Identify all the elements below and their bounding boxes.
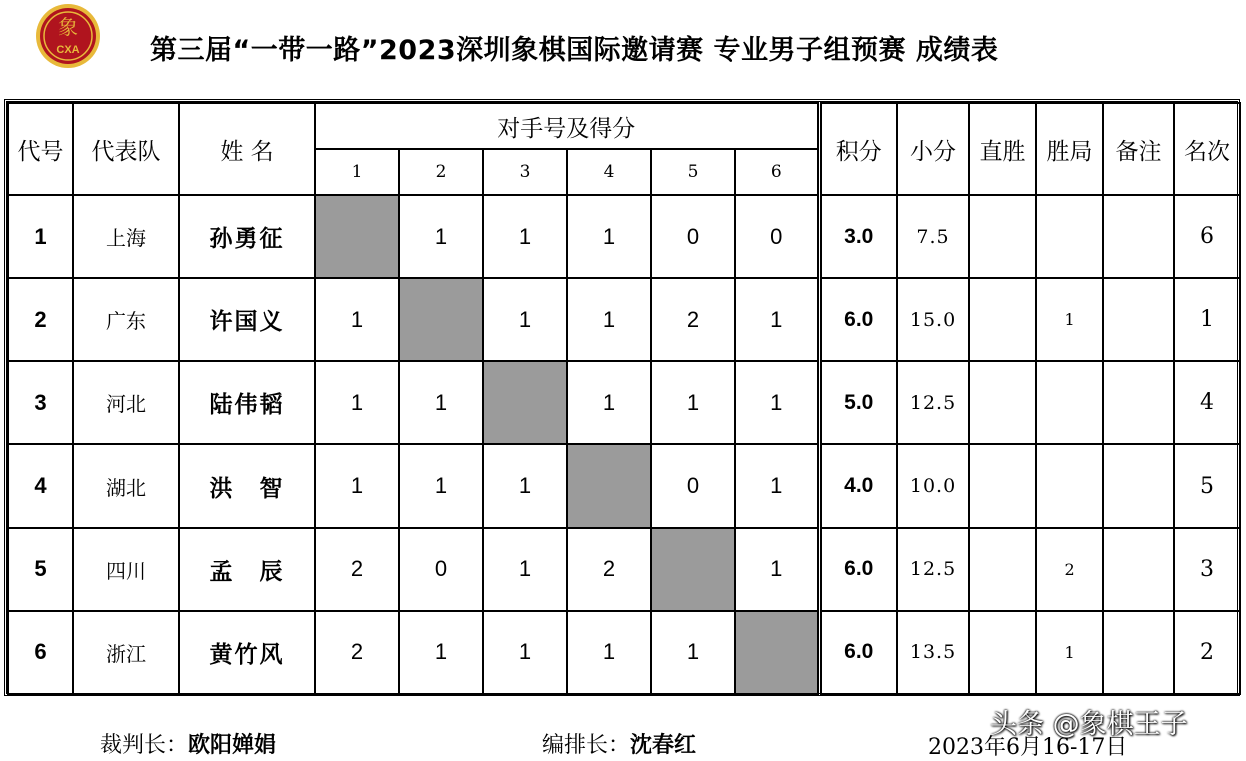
score-cell: 1 xyxy=(651,361,735,444)
score-cell: 1 xyxy=(483,611,567,694)
self-cell xyxy=(399,278,483,361)
self-cell xyxy=(315,195,399,278)
score-cell: 1 xyxy=(567,611,651,694)
player-code: 4 xyxy=(8,444,73,527)
referee-name: 欧阳婵娟 xyxy=(188,733,277,758)
table-row xyxy=(8,528,1240,611)
header-small-points: 小分 xyxy=(897,103,969,195)
header-rank: 名次 xyxy=(1174,103,1240,195)
player-code: 1 xyxy=(8,195,73,278)
points-cell: 6.0 xyxy=(819,611,897,694)
table-row xyxy=(8,444,1240,527)
player-name: 孙勇征 xyxy=(179,195,315,278)
wins-cell xyxy=(1036,361,1103,444)
player-code: 6 xyxy=(8,611,73,694)
score-cell: 1 xyxy=(735,361,819,444)
results-table xyxy=(7,102,1241,695)
player-team: 四川 xyxy=(73,528,179,611)
player-code: 2 xyxy=(8,278,73,361)
player-name: 洪 智 xyxy=(179,444,315,527)
score-cell: 1 xyxy=(315,278,399,361)
small-points-cell: 7.5 xyxy=(897,195,969,278)
referee-line xyxy=(100,728,276,759)
opponent-number: 6 xyxy=(735,149,819,195)
score-cell: 1 xyxy=(567,361,651,444)
small-points-cell: 13.5 xyxy=(897,611,969,694)
score-cell: 1 xyxy=(315,361,399,444)
points-cell: 6.0 xyxy=(819,278,897,361)
scheduler-label: 编排长： xyxy=(542,733,631,758)
wins-cell xyxy=(1036,195,1103,278)
wins-cell xyxy=(1036,444,1103,527)
player-name: 黄竹风 xyxy=(179,611,315,694)
score-cell: 1 xyxy=(735,278,819,361)
table-row xyxy=(8,195,1240,278)
player-code: 5 xyxy=(8,528,73,611)
small-points-cell: 12.5 xyxy=(897,528,969,611)
self-cell xyxy=(483,361,567,444)
direct-win-cell xyxy=(969,444,1036,527)
notes-cell xyxy=(1103,195,1174,278)
score-cell: 1 xyxy=(483,278,567,361)
table-row xyxy=(8,611,1240,694)
score-cell: 1 xyxy=(315,444,399,527)
direct-win-cell xyxy=(969,528,1036,611)
player-name: 孟 辰 xyxy=(179,528,315,611)
points-cell: 3.0 xyxy=(819,195,897,278)
wins-cell: 1 xyxy=(1036,611,1103,694)
opponent-number: 1 xyxy=(315,149,399,195)
player-name: 陆伟韬 xyxy=(179,361,315,444)
score-cell: 1 xyxy=(399,444,483,527)
wins-cell: 1 xyxy=(1036,278,1103,361)
direct-win-cell xyxy=(969,195,1036,278)
score-cell: 0 xyxy=(399,528,483,611)
logo-text: CXA xyxy=(56,44,80,56)
direct-win-cell xyxy=(969,278,1036,361)
small-points-cell: 10.0 xyxy=(897,444,969,527)
small-points-cell: 12.5 xyxy=(897,361,969,444)
score-cell: 1 xyxy=(483,195,567,278)
score-cell: 0 xyxy=(651,195,735,278)
header-opponents: 对手号及得分 xyxy=(315,103,819,149)
header-team: 代表队 xyxy=(73,103,179,195)
points-cell: 6.0 xyxy=(819,528,897,611)
score-cell: 1 xyxy=(399,195,483,278)
scheduler-line xyxy=(542,728,696,759)
player-team: 浙江 xyxy=(73,611,179,694)
notes-cell xyxy=(1103,444,1174,527)
player-name: 许国义 xyxy=(179,278,315,361)
small-points-cell: 15.0 xyxy=(897,278,969,361)
wins-cell: 2 xyxy=(1036,528,1103,611)
header-name: 姓 名 xyxy=(179,103,315,195)
score-cell: 1 xyxy=(735,528,819,611)
notes-cell xyxy=(1103,361,1174,444)
self-cell xyxy=(651,528,735,611)
score-cell: 2 xyxy=(315,528,399,611)
score-cell: 1 xyxy=(735,444,819,527)
player-team: 湖北 xyxy=(73,444,179,527)
header-wins: 胜局 xyxy=(1036,103,1103,195)
player-team: 上海 xyxy=(73,195,179,278)
header-code: 代号 xyxy=(8,103,73,195)
player-team: 广东 xyxy=(73,278,179,361)
score-cell: 2 xyxy=(651,278,735,361)
table-row xyxy=(8,278,1240,361)
points-cell: 5.0 xyxy=(819,361,897,444)
score-cell: 1 xyxy=(483,528,567,611)
header-points: 积分 xyxy=(819,103,897,195)
page-title: 第三届“一带一路”2023深圳象棋国际邀请赛 专业男子组预赛 成绩表 xyxy=(150,35,999,66)
score-cell: 1 xyxy=(651,611,735,694)
referee-label: 裁判长： xyxy=(100,733,189,758)
header-direct-win: 直胜 xyxy=(969,103,1036,195)
opponent-number: 2 xyxy=(399,149,483,195)
notes-cell xyxy=(1103,528,1174,611)
score-cell: 2 xyxy=(315,611,399,694)
score-cell: 0 xyxy=(651,444,735,527)
rank-cell: 2 xyxy=(1174,611,1240,694)
score-cell: 1 xyxy=(567,278,651,361)
results-table-frame xyxy=(4,99,1240,696)
scheduler-name: 沈春红 xyxy=(630,733,697,758)
logo-glyph: 象 xyxy=(58,15,78,39)
direct-win-cell xyxy=(969,611,1036,694)
self-cell xyxy=(567,444,651,527)
self-cell xyxy=(735,611,819,694)
opponent-number: 3 xyxy=(483,149,567,195)
rank-cell: 4 xyxy=(1174,361,1240,444)
score-cell: 1 xyxy=(483,444,567,527)
opponent-number: 4 xyxy=(567,149,651,195)
rank-cell: 5 xyxy=(1174,444,1240,527)
rank-cell: 6 xyxy=(1174,195,1240,278)
score-cell: 0 xyxy=(735,195,819,278)
points-cell: 4.0 xyxy=(819,444,897,527)
watermark: 头条 @象棋王子 xyxy=(990,709,1188,740)
header-notes: 备注 xyxy=(1103,103,1174,195)
notes-cell xyxy=(1103,278,1174,361)
score-cell: 2 xyxy=(567,528,651,611)
cxa-logo xyxy=(33,3,103,69)
player-team: 河北 xyxy=(73,361,179,444)
table-row xyxy=(8,361,1240,444)
player-code: 3 xyxy=(8,361,73,444)
score-cell: 1 xyxy=(399,361,483,444)
event-date: 2023年6月16-17日 xyxy=(928,735,1128,760)
score-cell: 1 xyxy=(567,195,651,278)
notes-cell xyxy=(1103,611,1174,694)
rank-cell: 1 xyxy=(1174,278,1240,361)
score-cell: 1 xyxy=(399,611,483,694)
opponent-number: 5 xyxy=(651,149,735,195)
rank-cell: 3 xyxy=(1174,528,1240,611)
direct-win-cell xyxy=(969,361,1036,444)
